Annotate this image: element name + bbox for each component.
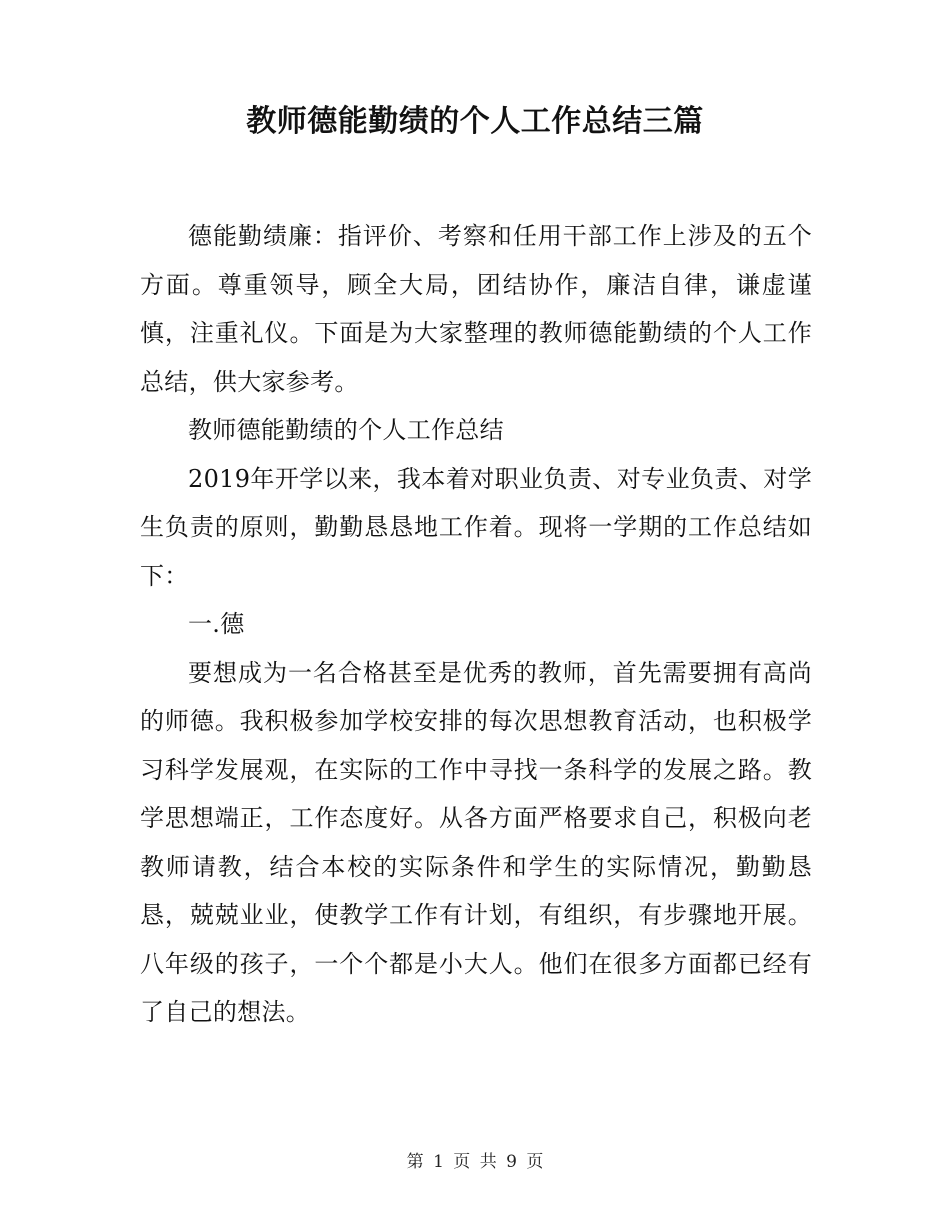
- intro-paragraph: 德能勤绩廉：指评价、考察和任用干部工作上涉及的五个方面。尊重领导，顾全大局，团结协作，廉洁自律，谦虚谨慎，注重礼仪。下面是为大家整理的教师德能勤绩的个人工作总结，供大家参考。: [140, 222, 812, 396]
- opening-paragraph: 2019年开学以来，我本着对职业负责、对专业负责、对学生负责的原则，勤勤恳恳地工作着。现将一学期的工作总结如下：: [140, 464, 812, 590]
- document-title: 教师德能勤绩的个人工作总结三篇: [246, 104, 704, 139]
- section-heading-de: 一.德: [188, 610, 245, 638]
- section-subtitle: 教师德能勤绩的个人工作总结: [188, 416, 504, 444]
- document-body: [140, 212, 812, 1037]
- page-number-footer: 第 1 页 共 9 页: [406, 1152, 544, 1172]
- de-paragraph: 要想成为一名合格甚至是优秀的教师，首先需要拥有高尚的师德。我积极参加学校安排的每次思想教育活动，也积极学习科学发展观，在实际的工作中寻找一条科学的发展之路。教学思想端正，工作态度好。从各方面严格要求自己，积极向老教师请教，结合本校的实际条件和学生的实际情况，勤勤恳恳，兢兢业业，使教学工作有计划，有组织，有步骤地开展。八年级的孩子，一个个都是小大人。他们在很多方面都已经有了自己的想法。: [140, 658, 812, 1026]
